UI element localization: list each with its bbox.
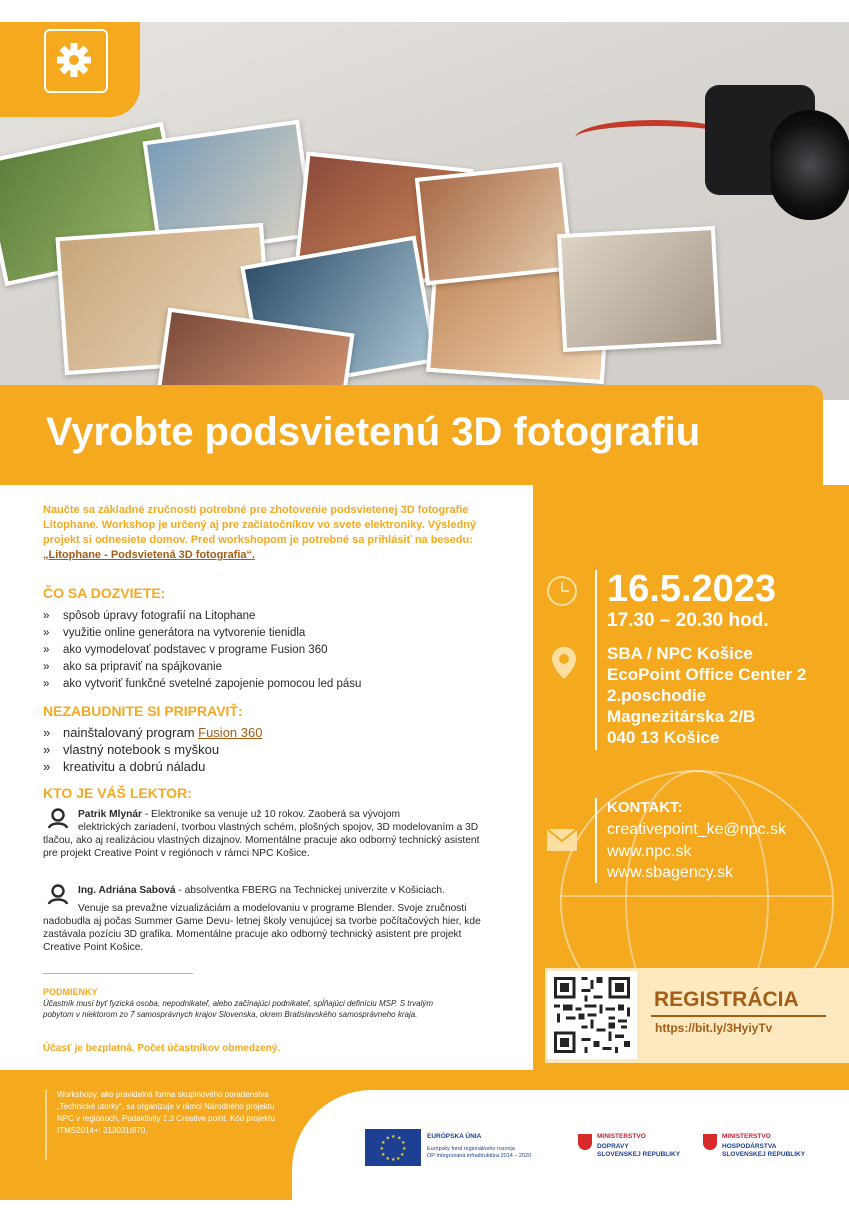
divider: [651, 1015, 826, 1017]
event-time: 17.30 – 20.30 hod.: [607, 610, 769, 631]
learn-list: [43, 608, 503, 693]
eu-title: EURÓPSKA ÚNIA: [427, 1133, 482, 1140]
lector-1-intro: Patrik Mlynár - Elektronike sa venuje už 10 rokov. Zaoberá sa vývojom: [78, 809, 400, 820]
bring-list: [43, 724, 503, 775]
ministry-transport-c: SLOVENSKEJ REPUBLIKY: [597, 1151, 681, 1158]
registration-label: REGISTRÁCIA: [654, 988, 799, 1011]
intro-paragraph: [43, 503, 483, 563]
divider: [45, 1090, 47, 1160]
footer-text: Workshopy, ako pravidelná forma skupinového poradenstva „Technické utorky“, sa organizuje v rámci Národného projektu NPC v regiónoch, Podaktivity 1.3 Creative point. Kód projektu ITMS2014+: 313031I870.: [57, 1090, 275, 1135]
divider: [595, 570, 597, 750]
svg-text:★: ★: [391, 1157, 396, 1163]
svg-text:★: ★: [397, 1135, 402, 1142]
top-strip: [0, 0, 849, 22]
free-participation-note: Účasť je bezplatná. Počet účastníkov obmedzený.: [43, 1043, 281, 1054]
svg-text:★: ★: [400, 1152, 405, 1158]
svg-text:★: ★: [379, 1146, 384, 1152]
slovak-crest-icon: [578, 1134, 592, 1150]
contact-link[interactable]: www.npc.sk: [607, 843, 692, 860]
list-item: » nainštalovaný program Fusion 360: [43, 725, 263, 740]
intro-text: Naučte sa základné zručnosti potrebné pre zhotovenie podsvietenej 3D fotografie Litophane. Workshop je určený aj pre začiatočníkov vo svete elektroniky. Výsledný projekt si odnesiete domov. Pred workshopom je potrebné sa prihlásiť na besedu:: [43, 504, 477, 546]
svg-text:★: ★: [401, 1140, 406, 1146]
svg-text:★: ★: [396, 1156, 401, 1162]
list-item: » spôsob úpravy fotografií na Litophane: [43, 610, 256, 622]
scattered-photo: [557, 226, 721, 352]
divider: [43, 973, 193, 974]
address-line: EcoPoint Office Center 2: [607, 665, 807, 684]
ministry-transport-a: MINISTERSTVO: [597, 1133, 646, 1140]
event-date: 16.5.2023: [607, 568, 777, 610]
list-item: » ako vymodelovať podstavec v programe Fusion 360: [43, 644, 328, 656]
divider: [595, 798, 597, 883]
eu-flag-icon: [365, 1129, 421, 1166]
bring-heading: NEZABUDNITE SI PRIPRAVIŤ:: [43, 703, 243, 719]
gear-icon: [44, 29, 108, 93]
svg-text:★: ★: [381, 1152, 386, 1158]
list-item: » ako sa pripraviť na spájkovanie: [43, 661, 223, 673]
lector-2-name: Ing. Adriána Sabová: [78, 885, 176, 896]
envelope-icon: [546, 828, 578, 857]
lector-2-intro: Ing. Adriána Sabová - absolventka FBERG na Technickej univerzite v Košiciach.: [78, 885, 445, 896]
address-line: 040 13 Košice: [607, 728, 720, 747]
svg-text:★: ★: [385, 1156, 390, 1162]
contact-heading: KONTAKT:: [607, 799, 683, 816]
address-line: SBA / NPC Košice: [607, 644, 753, 663]
eu-subtitle: OP Integrovaná infraštruktúra 2014 – 2020: [427, 1153, 532, 1159]
scattered-photo: [415, 163, 573, 286]
page-title: Vyrobte podsvietenú 3D fotografiu: [46, 410, 701, 454]
contact-link[interactable]: www.sbagency.sk: [607, 864, 733, 881]
intro-link[interactable]: „Litophane - Podsvietená 3D fotografia“.: [43, 549, 256, 561]
camera-lens-image: [770, 110, 849, 220]
conditions-text: Účastník musí byť fyzická osoba, nepodnikateľ, alebo začínajúci podnikateľ, spĺňajúci definíciu MSP. S trvalým pobytom v niektorom zo 7 samosprávnych krajov Slovenska, okrem Bratislavského samosprávneho kraja.: [43, 999, 434, 1019]
list-item: » využitie online generátora na vytvorenie tienidla: [43, 627, 306, 639]
svg-text:★: ★: [385, 1135, 390, 1142]
contact-email[interactable]: creativepoint_ke@npc.sk: [607, 821, 786, 838]
list-item: » ako vytvoriť funkčné svetelné zapojenie pomocou led pásu: [43, 678, 362, 690]
ministry-economy-b: HOSPODÁRSTVA: [722, 1143, 777, 1150]
conditions-heading: PODMIENKY: [43, 987, 98, 997]
list-item: » kreativitu a dobrú náladu: [43, 759, 206, 774]
eu-subtitle: Európsky fond regionálneho rozvoja: [427, 1146, 515, 1152]
list-item: » vlastný notebook s myškou: [43, 742, 220, 757]
clock-icon: [545, 574, 579, 613]
address-line: Magnezitárska 2/B: [607, 707, 756, 726]
slovak-crest-icon: [703, 1134, 717, 1150]
lector-1-name: Patrik Mlynár: [78, 809, 142, 820]
svg-text:★: ★: [381, 1140, 386, 1146]
lector-2-bio: Venuje sa prevažne vizualizáciám a modelovaniu v programe Blender. Svoje zručnosti nadobudla aj počas Summer Game Devu- letnej školy venujúcej sa tvorbe počítačových hier, kde zastávala pozíciu 3D grafika. Momentálne pracuje ako odborný technický asistent pre projekt Creative Point Košice.: [43, 903, 481, 953]
svg-text:★: ★: [402, 1146, 407, 1152]
registration-link[interactable]: https://bit.ly/3HyiyTv: [655, 1021, 773, 1035]
ministry-economy-c: SLOVENSKEJ REPUBLIKY: [722, 1151, 806, 1158]
lector-heading: KTO JE VÁŠ LEKTOR:: [43, 785, 192, 801]
learn-heading: ČO SA DOZVIETE:: [43, 585, 166, 601]
location-pin-icon: [550, 645, 578, 686]
fusion360-link[interactable]: Fusion 360: [198, 725, 263, 740]
qr-code[interactable]: [547, 971, 637, 1059]
lector-1-bio: elektrických zariadení, tvorbou vlastných schém, plošných spojov, 3D modelovaním a 3D tlačou, ako aj realizáciou vlastných dizajnov. Momentálne pracuje ako odborný technický asistent pre projekt Creative Point v regiónoch v rámci NPC Košice.: [43, 822, 480, 859]
svg-text:★: ★: [391, 1134, 396, 1140]
ministry-economy-a: MINISTERSTVO: [722, 1133, 771, 1140]
address-line: 2.poschodie: [607, 686, 707, 705]
ministry-transport-b: DOPRAVY: [597, 1143, 629, 1150]
